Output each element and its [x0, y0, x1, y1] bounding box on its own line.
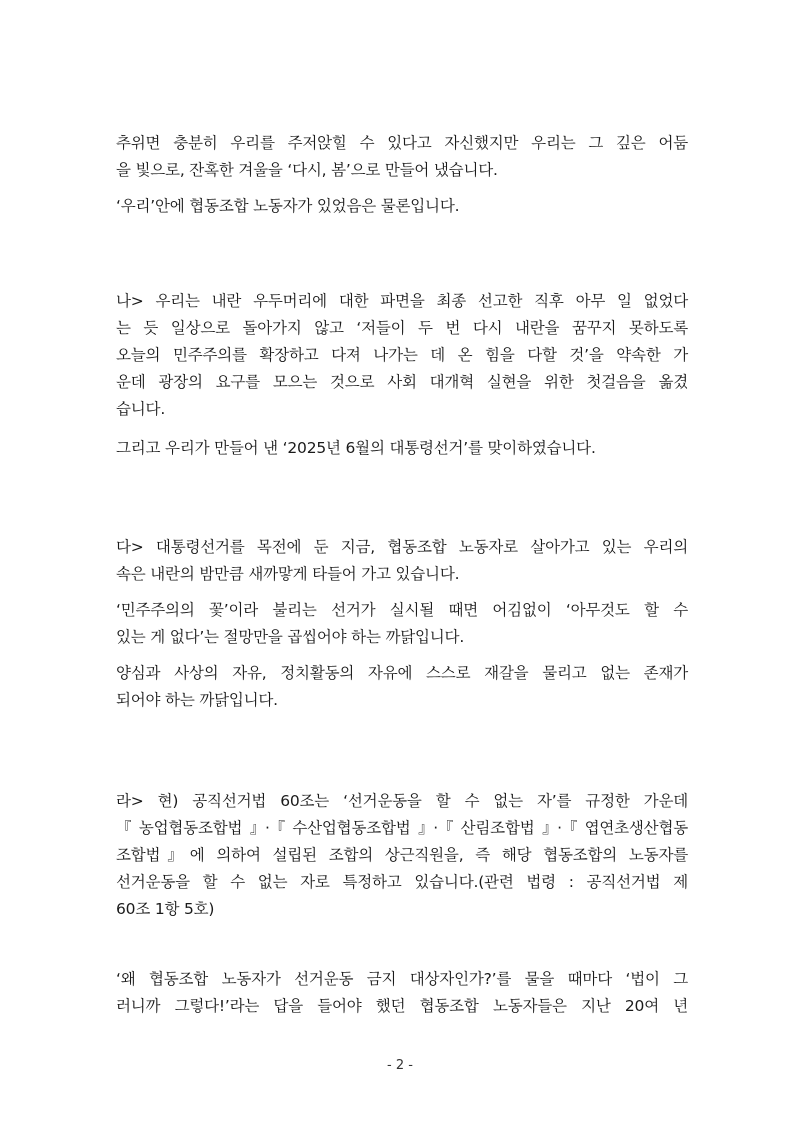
text-line: ‘왜 협동조합 노동자가 선거운동 금지 대상자인가?’를 물을 때마다 ‘법이 그 — [116, 970, 688, 988]
paragraph-section-da — [116, 534, 688, 588]
text-line: 다> 대통령선거를 목전에 둔 지금, 협동조합 노동자로 살아가고 있는 우리의 — [116, 538, 688, 556]
text-line: 라> 현) 공직선거법 60조는 ‘선거운동을 할 수 없는 자’를 규정한 가운데 — [116, 792, 688, 810]
text-line: ‘민주주의의 꽃’이라 불리는 선거가 실시될 때면 어김없이 ‘아무것도 할 수 — [116, 601, 688, 619]
text-line: 오늘의 민주주의를 확장하고 다져 나가는 데 온 힘을 다할 것’을 약속한 가 — [116, 346, 688, 364]
paragraph-why-question — [116, 966, 688, 1020]
text-line: 선거운동을 할 수 없는 자로 특정하고 있습니다.(관련 법령 : 공직선거법 제 — [116, 873, 688, 891]
text-line: 운데 광장의 요구를 모으는 것으로 사회 대개혁 실현을 위한 첫걸음을 옮겼 — [116, 373, 688, 391]
text-line: 나> 우리는 내란 우두머리에 대한 파면을 최종 선고한 직후 아무 일 없었다 — [116, 292, 688, 310]
text-line: 되어야 하는 까닭입니다. — [116, 691, 278, 709]
page-number: - 2 - — [387, 1058, 413, 1073]
text-line: 습니다. — [116, 400, 166, 418]
paragraph-flower-of-democracy — [116, 597, 688, 651]
text-line: 『농업협동조합법』·『수산업협동조합법』·『산림조합법』·『엽연초생산협동 — [116, 819, 688, 837]
text-line: 60조 1항 5호) — [116, 900, 215, 918]
paragraph-section-na — [116, 288, 688, 423]
text-line: 추위면 충분히 우리를 주저앉힐 수 있다고 자신했지만 우리는 그 깊은 어둠 — [116, 134, 688, 152]
text-line: 조합법』에 의하여 설립된 조합의 상근직원을, 즉 해당 협동조합의 노동자를 — [116, 846, 688, 864]
paragraph-freedom — [116, 660, 688, 714]
paragraph-election — [116, 435, 688, 462]
paragraph-section-ra — [116, 788, 688, 923]
text-line: 는 듯 일상으로 돌아가지 않고 ‘저들이 두 번 다시 내란을 꿈꾸지 못하도록 — [116, 319, 688, 337]
text-line: 을 빛으로, 잔혹한 겨울을 ‘다시, 봄’으로 만들어 냈습니다. — [116, 161, 498, 179]
text-line: 러니까 그렇다!’라는 답을 들어야 했던 협동조합 노동자들은 지난 20여 년 — [116, 997, 688, 1015]
text-line: 있는 게 없다’는 절망만을 곱씹어야 하는 까닭입니다. — [116, 628, 465, 646]
text-line: 그리고 우리가 만들어 낸 ‘2025년 6월의 대통령선거’를 맞이하였습니다. — [116, 439, 596, 457]
paragraph-workers-included — [116, 193, 688, 220]
text-line: 속은 내란의 밤만큼 새까맣게 타들어 가고 있습니다. — [116, 565, 460, 583]
text-line: ‘우리’안에 협동조합 노동자가 있었음은 물론입니다. — [116, 197, 460, 215]
paragraph-intro — [116, 130, 688, 184]
text-line: 양심과 사상의 자유, 정치활동의 자유에 스스로 재갈을 물리고 없는 존재가 — [116, 664, 688, 682]
